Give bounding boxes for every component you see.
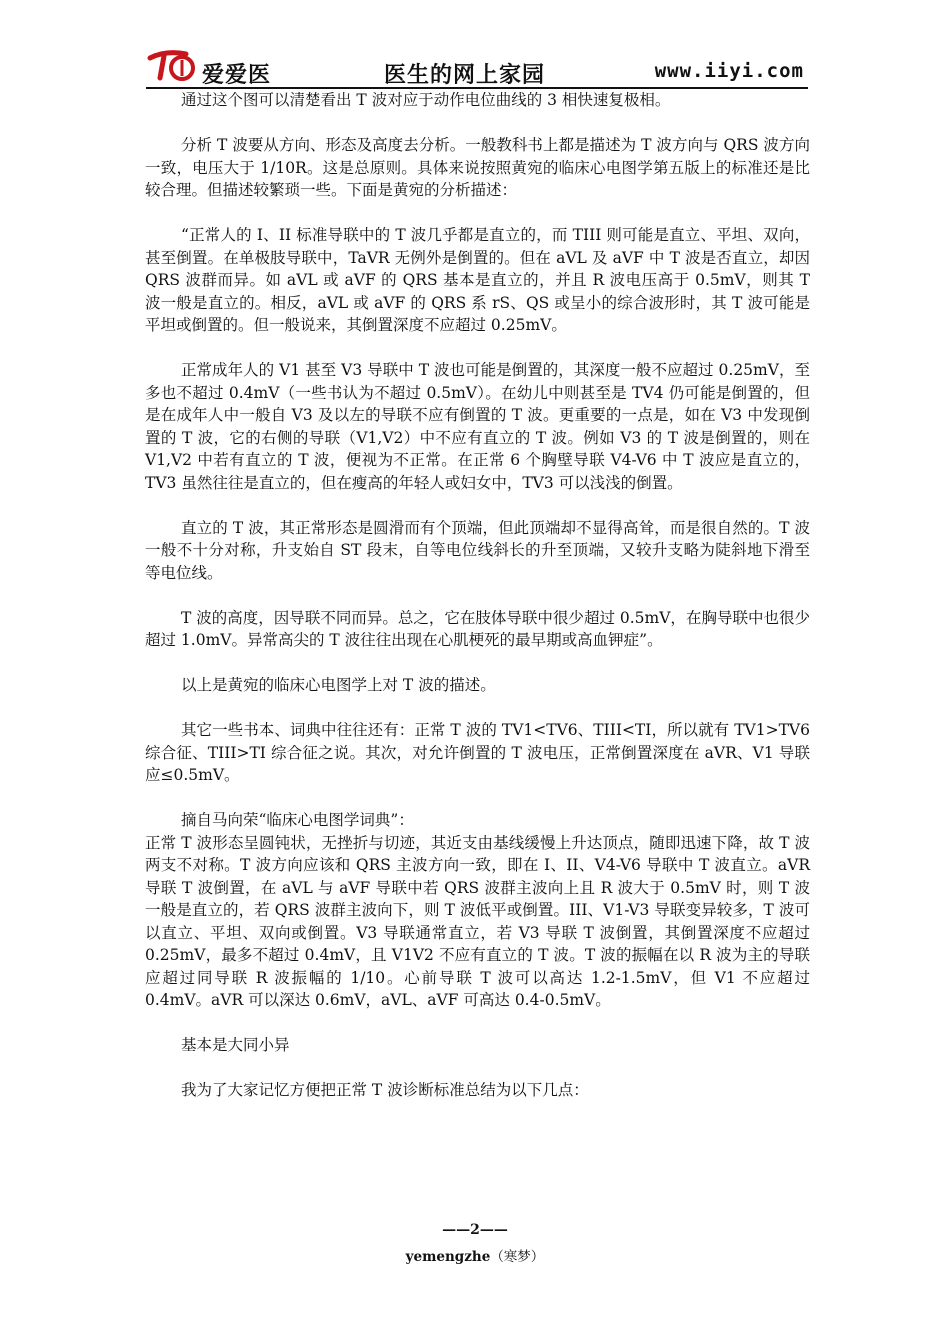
quote-paragraph: T 波的高度，因导联不同而异。总之，它在肢体导联中很少超过 0.5mV，在胸导联中也很少超过 1.0mV。异常高尖的 T 波往往出现在心肌梗死的最早期或高血钾症”。 — [145, 608, 810, 649]
paragraph: 通过这个图可以清楚看出 T 波对应于动作电位曲线的 3 相快速复极相。 — [181, 91, 671, 109]
quote-paragraph: “正常人的 I、II 标准导联中的 T 波几乎都是直立的，而 TIII 则可能是直立、平坦、双向，甚至倒置。在单极肢导联中，TaVR 无例外是倒置的。但在 aVL 及 aVF 中 T 波是否直立，却因 QRS 波群而异。如 aVL 或 aVF 的 QRS 基本是直立的，并且 R 波电压高于 0.5mV，则其 T 波一般是直立的。相反，aVL 或 aVF 的 QRS 系 rS、QS 或呈小的综合波形时，其 T 波可能是平坦或倒置的。但一般说来，其倒置深度不应超过 0.25mV。 — [145, 226, 810, 334]
paragraph: 我为了大家记忆方便把正常 T 波诊断标准总结为以下几点： — [181, 1081, 589, 1099]
iiyi-logo-icon — [146, 44, 198, 84]
brand-name: 爱爱医 — [202, 63, 272, 88]
paragraph: 以上是黄宛的临床心电图学上对 T 波的描述。 — [181, 676, 496, 694]
site-url: www.iiyi.com — [654, 60, 804, 82]
document-body — [145, 89, 810, 1102]
paragraph: 基本是大同小异 — [181, 1036, 290, 1054]
paragraph: 分析 T 波要从方向、形态及高度去分析。一般教科书上都是描述为 T 波方向与 QRS 波方向一致，电压大于 1/10R。这是总原则。具体来说按照黄宛的临床心电图学第五版上的标准还是比较合理。但描述较繁琐一些。下面是黄宛的分析描述： — [145, 136, 810, 199]
page-header — [146, 44, 808, 90]
page-number: ——2—— — [442, 1222, 508, 1238]
quote-paragraph: 直立的 T 波，其正常形态是圆滑而有个顶端，但此顶端却不显得高耸，而是很自然的。T 波一般不十分对称，升支始自 ST 段末，自等电位线斜长的升至顶端，又较升支略为陡斜地下滑至等电位线。 — [145, 518, 810, 582]
paragraph: 其它一些书本、词典中往往还有：正常 T 波的 TV1<TV6、TIII<TI，所以就有 TV1>TV6 综合征、TIII>TI 综合征之说。其次，对允许倒置的 T 波电压，正常倒置深度在 aVR、V1 导联应≤0.5mV。 — [145, 721, 810, 784]
author-credit — [0, 1245, 950, 1265]
author-name-cn: （寒梦） — [490, 1249, 545, 1265]
header-slogan: 医生的网上家园 — [384, 63, 546, 88]
author-name: yemengzhe — [405, 1249, 491, 1265]
source-paragraph: 正常 T 波形态呈圆钝状，无挫折与切迹，其近支由基线缓慢上升达顶点，随即迅速下降，故 T 波两支不对称。T 波方向应该和 QRS 主波方向一致，即在 I、II、V4-V6 导联中 T 波直立。aVR 导联 T 波倒置，在 aVL 与 aVF 导联中若 QRS 波群主波向上且 R 波大于 0.5mV 时，则 T 波一般是直立的，若 QRS 波群主波向下，则 T 波低平或倒置。III、V1-V3 导联变异较多，T 波可以直立、平坦、双向或倒置。V3 导联通常直立，若 V3 导联 T 波倒置，其倒置深度不应超过 0.25mV，最多不超过 0.4mV，且 V1V2 不应有直立的 T 波。T 波的振幅在以 R 波为主的导联应超过同导联 R 波振幅的 1/10。心前导联 T 波可以高达 1.2-1.5mV，但 V1 不应超过 0.4mV。aVR 可以深达 0.6mV，aVL、aVF 可高达 0.4-0.5mV。 — [145, 833, 810, 1009]
source-heading: 摘自马向荣“临床心电图学词典”： — [181, 811, 414, 829]
quote-paragraph: 正常成年人的 V1 甚至 V3 导联中 T 波也可能是倒置的，其深度一般不应超过 0.25mV，至多也不超过 0.4mV（一些书认为不超过 0.5mV）。在幼儿中则甚至是 TV4 仍可能是倒置的，但是在成年人中一般自 V3 及以左的导联不应有倒置的 T 波。更重要的一点是，如在 V3 中发现倒置的 T 波，它的右侧的导联（V1,V2）中不应有直立的 T 波。例如 V3 的 T 波是倒置的，则在 V1,V2 中若有直立的 T 波，便视为不正常。在正常 6 个胸壁导联 V4-V6 中 T 波应是直立的，TV3 虽然往往是直立的，但在瘦高的年轻人或妇女中，TV3 可以浅浅的倒置。 — [145, 361, 810, 492]
